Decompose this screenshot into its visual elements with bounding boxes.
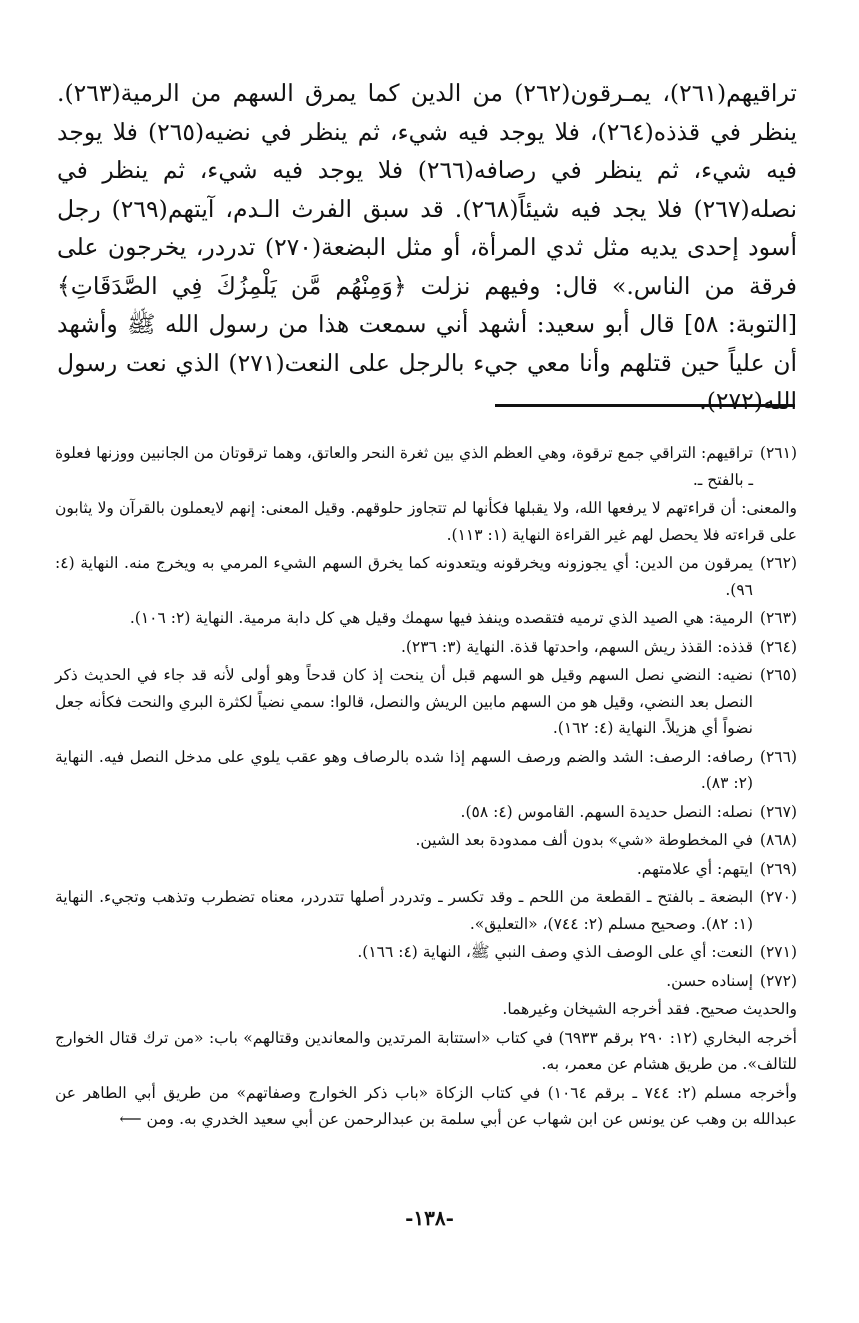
- footnote-text: قذذه: القذذ ريش السهم، واحدتها قذة. النهاية (٣: ٢٣٦).: [400, 637, 753, 656]
- footnote: [55, 827, 797, 854]
- footnote-text: نصله: النصل حديدة السهم. القاموس (٤: ٥٨).: [460, 802, 753, 821]
- footnote: [55, 968, 797, 995]
- footnote-text: ايتهم: أي علامتهم.: [636, 859, 753, 878]
- page-number: -١٣٨-: [405, 1206, 454, 1230]
- footnote-number: (٢٦٤): [759, 637, 797, 656]
- footnote-text: والحديث صحيح. فقد أخرجه الشيخان وغيرهما.: [502, 1000, 797, 1018]
- footnote-number: (٨٦٨): [759, 831, 797, 849]
- footnote-text: البضعة ـ بالفتح ـ القطعة من اللحم ـ وقد تكسر ـ وتدردر أصلها تتدردر، معناه تضطرب وتذهب وتجيء. النهاية (١: ٨٢). وصحيح مسلم (٢: ٧٤٤)، «التعليق».: [55, 888, 753, 933]
- footnote-number: (٢٦٩): [759, 859, 797, 878]
- main-paragraph: تراقيهم(٢٦١)، يمـرقون(٢٦٢) من الدين كما يمرق السهم من الرمية(٢٦٣). ينظر في قذذه(٢٦٤)، فلا يوجد فيه شيء، ثم ينظر في نضيه(٢٦٥) فلا يوجد فيه شيء، ثم ينظر في رصافه(٢٦٦) فلا يوجد فيه شيء، ثم ينظر في نصله(٢٦٧) فلا يجد فيه شيئاً(٢٦٨). قد سبق الفرث الـدم، آيتهم(٢٦٩) رجل أسود إحدى يديه مثل ثدي المرأة، أو مثل البضعة(٢٧٠) تدردر، يخرجون على فرقة من الناس.» قال: وفيهم نزلت ﴿وَمِنْهُم مَّن يَلْمِزُكَ فِي الصَّدَقَاتِ﴾ [التوبة: ٥٨] قال أبو سعيد: أشهد أني سمعت هذا من رسول الله ﷺ وأشهد أن علياً حين قتلهم وأنا معي جيء بالرجل على النعت(٢٧١) الذي نعت رسول الله(٢٧٢).: [57, 79, 797, 415]
- footnote-number: (٢٦٣): [759, 609, 797, 627]
- footnote-text: يمرقون من الدين: أي يجوزونه ويخرقونه ويتعدونه كما يخرق السهم الشيء المرمي به ويخرج منه. النهاية (٤: ٩٦).: [55, 554, 753, 599]
- footnote: [55, 799, 797, 826]
- main-text: [57, 74, 797, 421]
- footnote-text: في المخطوطة «شي» بدون ألف ممدودة بعد الشين.: [415, 831, 753, 849]
- footnote-text: الرمية: هي الصيد الذي ترميه فتقصده وينفذ فيها سهمك وقيل هي كل دابة مرمية. النهاية (٢: ١٠٦).: [129, 609, 753, 627]
- footnote-continuation: [55, 1025, 797, 1078]
- footnote: [55, 550, 797, 603]
- footnote: [55, 884, 797, 937]
- footnote-separator: [495, 404, 795, 407]
- footnote-text: أخرجه البخاري (١٢: ٢٩٠ برقم ٦٩٣٣) في كتاب «استتابة المرتدين والمعاندين وقتالهم» باب: «من ترك قتال الخوارج للتالف». من طريق هشام عن معمر، به.: [55, 1028, 797, 1073]
- footnote-text: إسناده حسن.: [666, 971, 753, 990]
- footnote: [55, 939, 797, 966]
- footnote-number: (٢٦٢): [759, 554, 797, 572]
- footnote: [55, 605, 797, 632]
- footnote-continuation: [55, 996, 797, 1023]
- footnote-continuation: [55, 1080, 797, 1133]
- footnote-number: (٢٦٦): [759, 747, 797, 766]
- footnote: [55, 856, 797, 883]
- footnote-text: رصافه: الرصف: الشد والضم ورصف السهم إذا شده بالرصاف وهو عقب يلوي على مدخل النصل فيه. النهاية (٢: ٨٣).: [55, 747, 753, 792]
- footnote-number: (٢٧٢): [759, 971, 797, 990]
- footnotes: [55, 440, 797, 1135]
- footnote: [55, 662, 797, 742]
- footnote-number: (٢٦١): [759, 444, 797, 462]
- footnote-text: وأخرجه مسلم (٢: ٧٤٤ ـ برقم ١٠٦٤) في كتاب الزكاة «باب ذكر الخوارج وصفاتهم» من طريق أبي الطاهر عن عبدالله بن وهب عن يونس عن ابن شهاب عن أبي سلمة بن عبدالرحمن عن أبي سعيد الخدري به. ومن ⟵: [55, 1083, 798, 1128]
- footnote-number: (٢٧١): [759, 943, 797, 961]
- footnote-text: والمعنى: أن قراءتهم لا يرفعها الله، ولا يقبلها فكأنها لم تتجاوز حلوقهم. وقيل المعنى: إنهم لايعملون بالقرآن ولا يثابون على قراءته فلا يحصل لهم غير القراءة النهاية (١: ١١٣).: [55, 499, 797, 544]
- footnote: [55, 744, 797, 797]
- footnote-number: (٢٦٥): [759, 666, 797, 684]
- footnote-text: نضيه: النضي نصل السهم وقيل هو السهم قبل أن ينحت إذ كان قدحاً وهو أولى لأنه قد جاء في الحديث ذكر النصل بعد النضي، وقيل هو من السهم مابين الريش والنصل، قالوا: سمي نضياً لكثرة البري والنحت فكأنه جعل نضواً أي هزيلاً. النهاية (٤: ١٦٢).: [55, 666, 753, 737]
- footnote: [55, 440, 797, 493]
- footnote-continuation: [55, 495, 797, 548]
- footnote-text: تراقيهم: التراقي جمع ترقوة، وهي العظم الذي بين ثغرة النحر والعاتق، وهما ترقوتان من الجانبين ووزنها فعلوة ـ بالفتح ـ.: [55, 444, 753, 489]
- footnote-number: (٢٦٧): [759, 802, 797, 821]
- footnote: [55, 634, 797, 661]
- footnote-text: النعت: أي على الوصف الذي وصف النبي ﷺ، النهاية (٤: ١٦٦).: [357, 943, 753, 961]
- footnote-number: (٢٧٠): [759, 888, 797, 906]
